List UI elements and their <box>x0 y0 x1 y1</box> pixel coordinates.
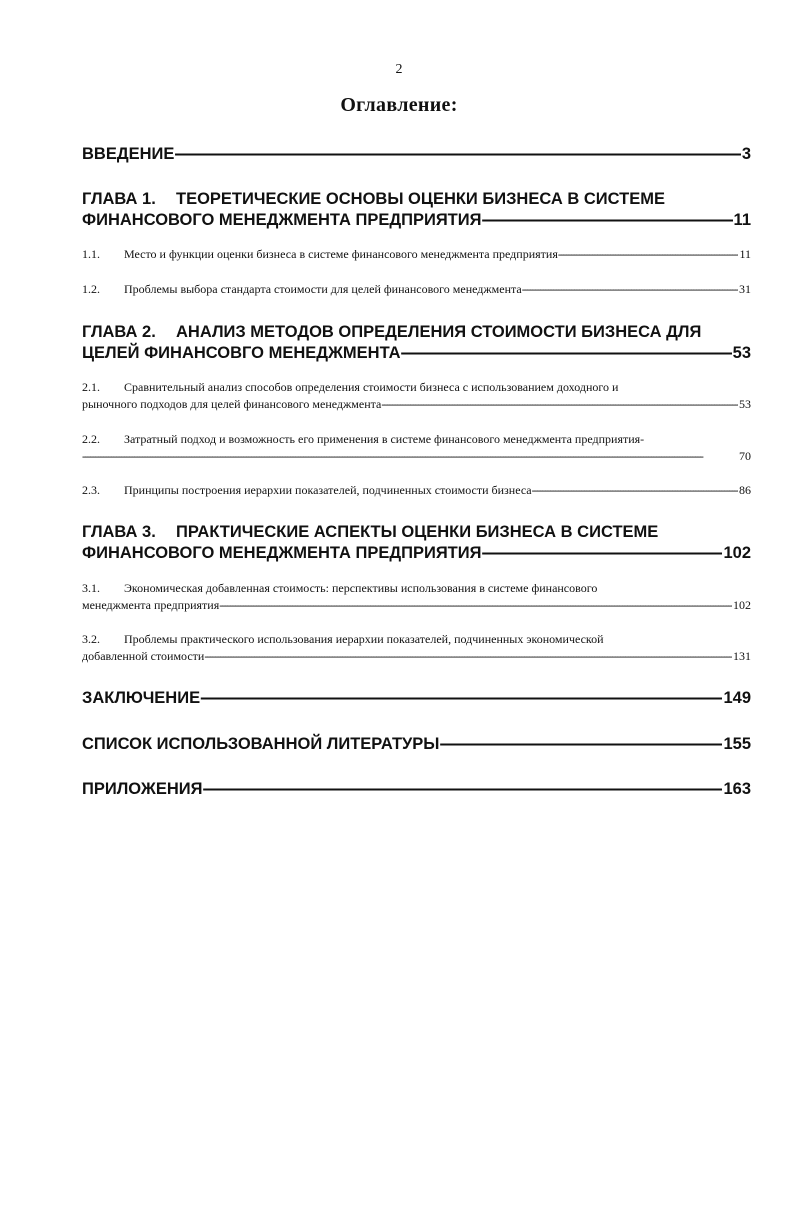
section-title: Место и функции оценки бизнеса в системе финансового менеджмента предприятия <box>124 247 558 261</box>
chapter-number: ГЛАВА 1. <box>82 190 156 208</box>
entry-title: ВВЕДЕНИЕ <box>82 145 175 163</box>
section-title-line-1: Экономическая добавленная стоимость: перспективы использования в системе финансового <box>124 581 598 595</box>
page-number: 2 <box>395 62 403 77</box>
toc-entry-chapter-3[interactable] <box>82 522 751 564</box>
chapter-title-line-1: АНАЛИЗ МЕТОДОВ ОПРЕДЕЛЕНИЯ СТОИМОСТИ БИЗНЕСА ДЛЯ <box>176 323 702 341</box>
toc-entry-conclusion[interactable] <box>82 688 751 709</box>
dot-leader <box>558 246 739 263</box>
entry-page: 3 <box>741 145 751 163</box>
dot-leader <box>381 396 738 413</box>
dot-leader <box>439 734 722 755</box>
toc-entry-section-2-2[interactable] <box>82 431 751 465</box>
chapter-title-line-1: ТЕОРЕТИЧЕСКИЕ ОСНОВЫ ОЦЕНКИ БИЗНЕСА В СИСТЕМЕ <box>176 190 665 208</box>
chapter-number: ГЛАВА 3. <box>82 523 156 541</box>
toc-entry-bibliography[interactable] <box>82 734 751 755</box>
section-number: 3.1. <box>82 581 100 595</box>
section-title: Затратный подход и возможность его применения в системе финансового менеджмента предприятия- <box>124 432 645 446</box>
entry-page: 11 <box>733 211 751 229</box>
entry-page: 11 <box>739 247 751 261</box>
section-number: 2.3. <box>82 483 100 497</box>
entry-page: 31 <box>739 282 751 296</box>
section-title-line-2: добавленной стоимости <box>82 649 205 663</box>
entry-title: ЗАКЛЮЧЕНИЕ <box>82 689 201 707</box>
toc-entry-section-2-1[interactable] <box>82 379 751 413</box>
section-number: 1.2. <box>82 282 100 296</box>
dot-leader <box>174 144 740 165</box>
entry-page: 70 <box>739 449 751 463</box>
section-title: Проблемы выбора стандарта стоимости для целей финансового менеджмента <box>124 282 522 296</box>
toc-entry-chapter-2[interactable] <box>82 322 751 364</box>
entry-page: 102 <box>733 598 751 612</box>
section-title-line-2: менеджмента предприятия <box>82 598 220 612</box>
toc-entry-section-2-3[interactable] <box>82 482 751 499</box>
toc-entry-section-1-1[interactable] <box>82 246 751 263</box>
chapter-title-line-1: ПРАКТИЧЕСКИЕ АСПЕКТЫ ОЦЕНКИ БИЗНЕСА В СИСТЕМЕ <box>176 523 659 541</box>
entry-title: ПРИЛОЖЕНИЯ <box>82 780 203 798</box>
dot-leader <box>200 688 722 709</box>
entry-page: 155 <box>723 735 751 753</box>
dot-leader <box>401 343 732 364</box>
chapter-number: ГЛАВА 2. <box>82 323 156 341</box>
toc-entry-introduction[interactable] <box>82 144 751 165</box>
toc-title: Оглавление: <box>340 94 458 116</box>
dot-leader <box>202 779 722 800</box>
dot-leader <box>82 448 738 465</box>
dot-leader <box>481 210 732 231</box>
entry-page: 53 <box>739 397 751 411</box>
entry-title: СПИСОК ИСПОЛЬЗОВАННОЙ ЛИТЕРАТУРЫ <box>82 735 440 753</box>
section-title-line-2: рыночного подходов для целей финансового менеджмента <box>82 397 382 411</box>
entry-page: 102 <box>723 544 751 562</box>
section-title-line-1: Сравнительный анализ способов определения стоимости бизнеса с использованием доходного и <box>124 380 619 394</box>
entry-page: 149 <box>723 689 751 707</box>
section-number: 2.1. <box>82 380 100 394</box>
entry-page: 131 <box>733 649 751 663</box>
chapter-title-line-2: ФИНАНСОВОГО МЕНЕДЖМЕНТА ПРЕДПРИЯТИЯ <box>82 211 482 229</box>
toc-entry-section-3-2[interactable] <box>82 631 751 665</box>
toc-entry-section-3-1[interactable] <box>82 580 751 614</box>
dot-leader <box>532 482 738 499</box>
dot-leader <box>481 543 722 564</box>
dot-leader <box>522 281 738 298</box>
chapter-title-line-2: ФИНАНСОВОГО МЕНЕДЖМЕНТА ПРЕДПРИЯТИЯ <box>82 544 482 562</box>
toc-entry-section-1-2[interactable] <box>82 281 751 298</box>
dot-leader <box>204 648 732 665</box>
entry-page: 53 <box>732 344 751 362</box>
section-number: 1.1. <box>82 247 100 261</box>
section-number: 2.2. <box>82 432 100 446</box>
chapter-title-line-2: ЦЕЛЕЙ ФИНАНСОВГО МЕНЕДЖМЕНТА <box>82 344 401 362</box>
entry-page: 163 <box>723 780 751 798</box>
toc-entry-chapter-1[interactable] <box>82 189 751 231</box>
dot-leader <box>219 597 732 614</box>
section-title: Принципы построения иерархии показателей, подчиненных стоимости бизнеса <box>124 483 532 497</box>
entry-page: 86 <box>739 483 751 497</box>
section-title-line-1: Проблемы практического использования иерархии показателей, подчиненных экономической <box>124 632 604 646</box>
toc-entry-appendix[interactable] <box>82 779 751 800</box>
section-number: 3.2. <box>82 632 100 646</box>
